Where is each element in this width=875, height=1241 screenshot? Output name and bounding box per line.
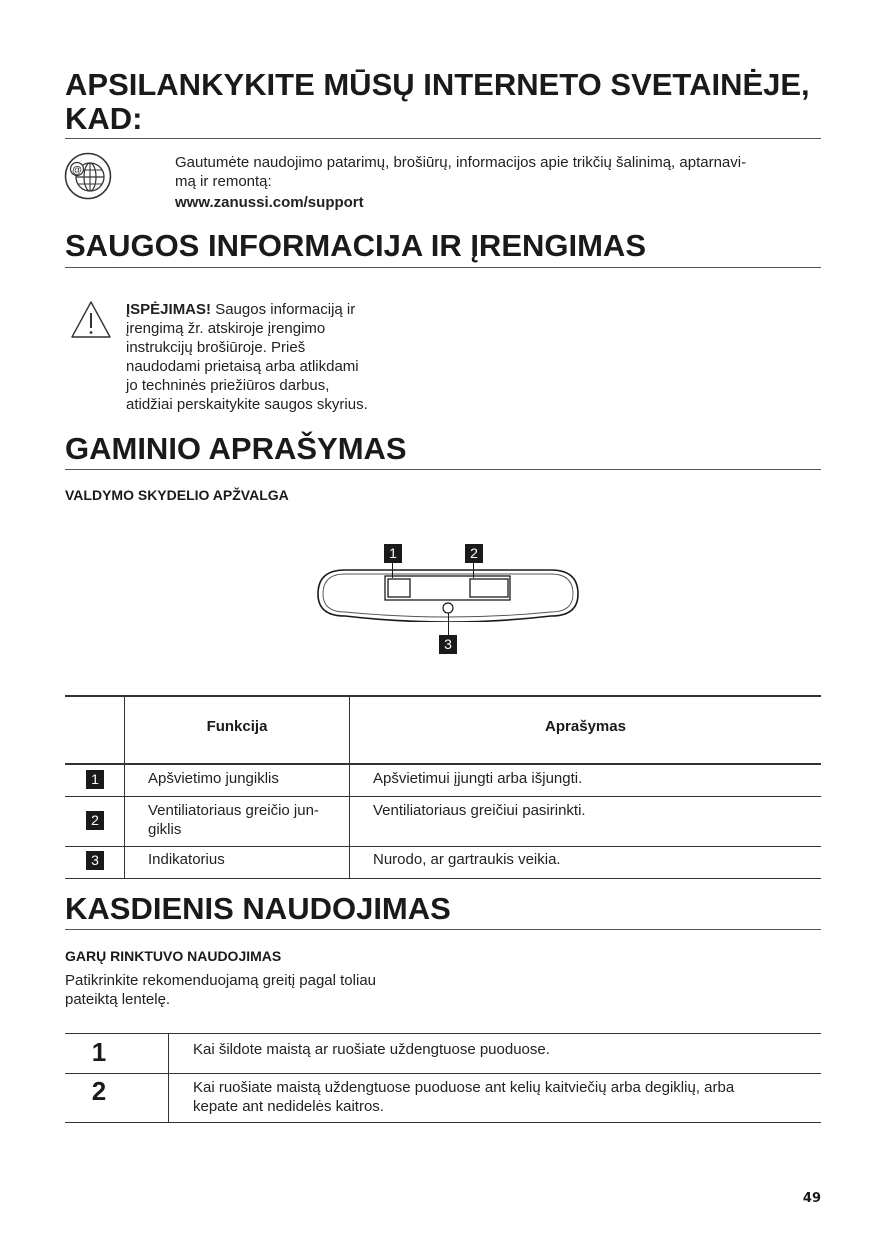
row-2-description: Ventiliatoriaus greičiui pasirinkti. [373,802,586,819]
warning-label: ĮSPĖJIMAS! [126,301,212,318]
hood-usage-subheading: GARŲ RINKTUVO NAUDOJIMAS [65,948,282,964]
support-url[interactable]: www.zanussi.com/support [175,194,364,211]
svg-text:@: @ [72,165,82,176]
warning-line: įrengimą žr. atskiroje įrengimo [126,320,326,337]
speed-1-text: Kai šildote maistą ar ruošiate uždengtuose puoduose. [193,1041,550,1058]
web-globe-icon [64,152,112,200]
safety-heading: SAUGOS INFORMACIJA IR ĮRENGIMAS [65,228,646,263]
visit-text-line1: Gautumėte naudojimo patarimų, brošiūrų, informacijos apie trikčių šalinimą, aptarnavi- [175,154,747,171]
speed-table-bottom-rule [65,1122,821,1123]
callout-2-badge: 2 [465,544,483,563]
warning-line1 [126,300,355,319]
speed-table-row-rule [65,1073,821,1074]
row-1-function: Apšvietimo jungiklis [148,770,279,787]
speed-2-text-line1: Kai ruošiate maistą uždengtuose puoduose ant kelių kaitviečių arba degiklių, arba [193,1079,735,1096]
row-1-description: Apšvietimui įjungti arba išjungti. [373,770,583,787]
speed-table-col-divider [168,1033,169,1122]
visit-text-line2: mą ir remontą: [175,173,272,190]
hood-usage-intro-line1: Patikrinkite rekomenduojamą greitį pagal toliau [65,972,377,989]
row-3-function: Indikatorius [148,851,225,868]
warning-line: jo techninės priežiūros darbus, [126,377,330,394]
warning-line: instrukcijų brošiūroje. Prieš [126,339,306,356]
product-heading-rule [65,469,821,470]
visit-heading-line1: APSILANKYKITE MŪSŲ INTERNETO SVETAINĖJE, [65,67,810,102]
row-3-description: Nurodo, ar gartraukis veikia. [373,851,561,868]
control-panel-subheading: VALDYMO SKYDELIO APŽVALGA [65,487,289,503]
function-table-header-rule [65,763,821,765]
row-3-badge: 3 [86,851,104,870]
row-2-badge: 2 [86,811,104,830]
hood-usage-intro-line2: pateiktą lentelę. [65,991,171,1008]
function-table-row-rule [65,796,821,797]
page-number: 49 [802,1191,821,1206]
daily-heading: KASDIENIS NAUDOJIMAS [65,891,451,926]
function-table-header-function: Funkcija [206,718,268,735]
function-table-header-description: Aprašymas [545,718,626,735]
warning-line: naudodami prietaisą arba atlikdami [126,358,359,375]
callout-3-badge: 3 [439,635,457,654]
row-2-function-line1: Ventiliatoriaus greičio jun- [148,802,319,819]
warning-triangle-icon [70,300,112,340]
product-heading: GAMINIO APRAŠYMAS [65,431,407,466]
function-table-row-rule [65,846,821,847]
callout-1-badge: 1 [384,544,402,563]
row-2-function-line2: giklis [148,821,182,838]
visit-heading-rule [65,138,821,139]
row-1-badge: 1 [86,770,104,789]
daily-heading-rule [65,929,821,930]
visit-heading-line2: KAD: [65,101,143,136]
warning-line1-text: Saugos informaciją ir [211,301,356,318]
warning-line: atidžiai perskaitykite saugos skyrius. [126,396,368,413]
speed-2-text-line2: kepate ant nedidelės kaitros. [193,1098,384,1115]
speed-1-number: 1 [91,1037,107,1067]
speed-table-top-rule [65,1033,821,1034]
safety-heading-rule [65,267,821,268]
callout-3-leader [448,613,449,635]
speed-2-number: 2 [91,1076,107,1106]
function-table-top-rule [65,695,821,697]
function-table-bottom-rule [65,878,821,879]
